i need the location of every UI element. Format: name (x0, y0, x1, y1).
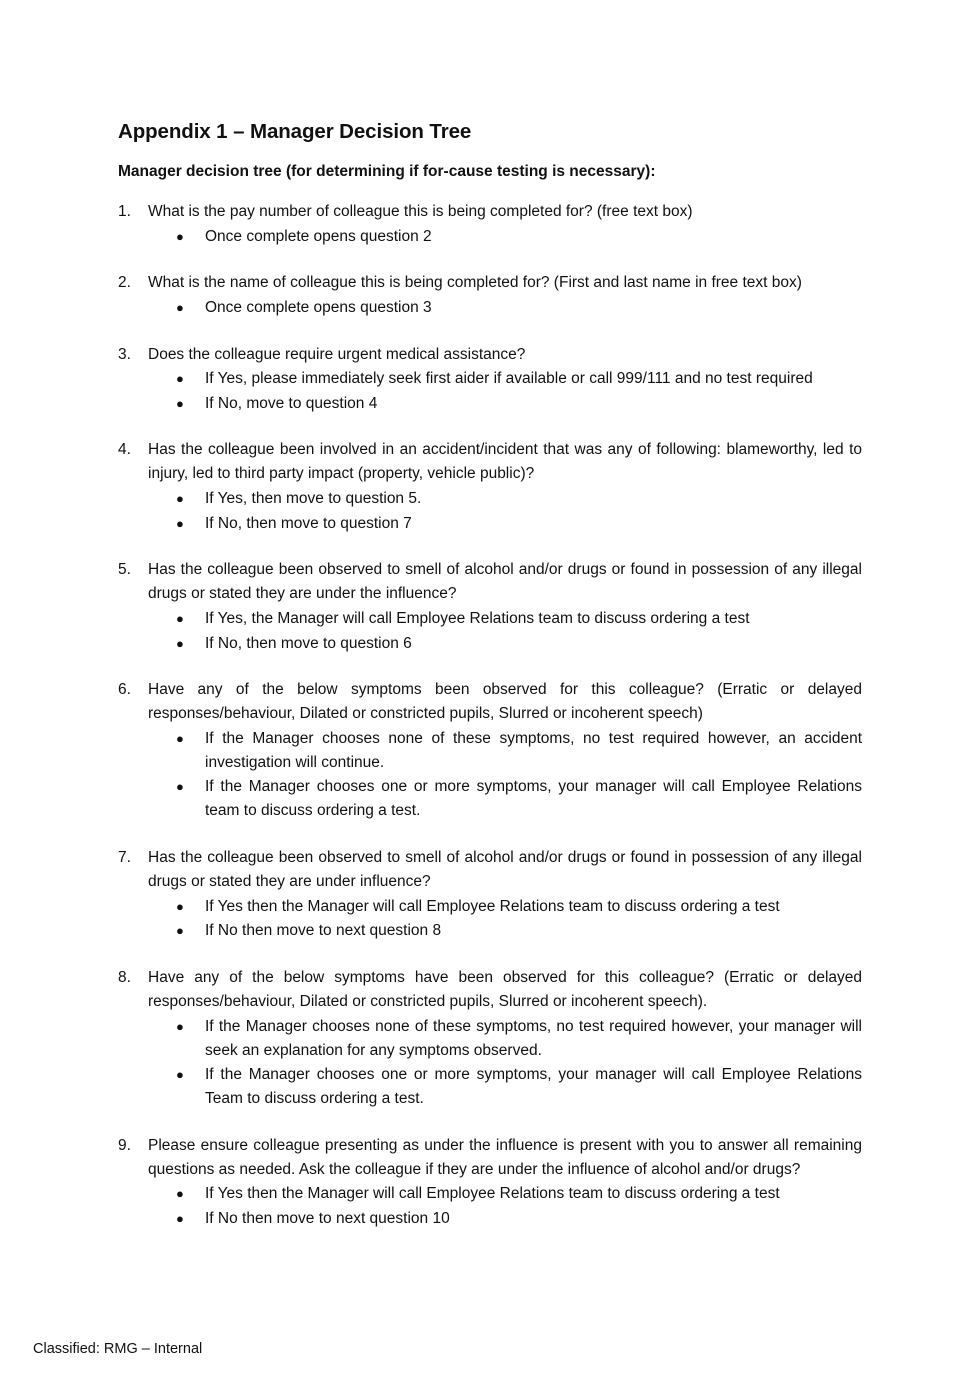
answer-text: If the Manager chooses none of these symptoms, no test required however, an accident investigation will continue. (205, 729, 862, 771)
bullet-icon: ● (176, 515, 184, 531)
bullet-icon: ● (176, 491, 184, 507)
answer-item (148, 487, 862, 511)
answer-list (118, 367, 862, 416)
page-title: Appendix 1 – Manager Decision Tree (118, 120, 472, 143)
bullet-icon: ● (176, 299, 184, 315)
question-row (118, 271, 862, 295)
answer-text: Once complete opens question 3 (205, 298, 432, 316)
question-list (118, 200, 862, 1231)
answer-text: If No then move to next question 10 (205, 1210, 450, 1227)
answer-item (148, 392, 862, 416)
question-item (118, 343, 862, 416)
question-text: Has the colleague been observed to smell of alcohol and/or drugs or found in possession of any illegal drugs or stated they are under influence? (148, 849, 862, 891)
answer-text: If No, move to question 4 (205, 394, 378, 412)
question-row (118, 438, 862, 486)
question-number: 6. (118, 681, 131, 699)
question-item (118, 558, 862, 655)
answer-text: If Yes then the Manager will call Employee Relations team to discuss ordering a test (205, 897, 780, 915)
answer-text: If No, then move to question 7 (205, 514, 412, 532)
answer-text: If Yes, then move to question 5. (205, 490, 422, 508)
bullet-icon: ● (176, 371, 184, 387)
answer-item (148, 296, 862, 320)
answer-item (148, 1015, 862, 1063)
question-text: Please ensure colleague presenting as under the influence is present with you to answer all remaining questions as needed. Ask the colleague if they are under the influence of alcohol and/or drugs? (148, 1136, 862, 1178)
bullet-icon: ● (176, 635, 184, 651)
question-item (118, 846, 862, 943)
question-text: Have any of the below symptoms have been observed for this colleague? (Erratic or delayed responses/behaviour, Dilated or constricted pupils, Slurred or incoherent speech). (148, 968, 862, 1010)
bullet-icon: ● (176, 779, 184, 795)
answer-item (148, 225, 862, 249)
bullet-icon: ● (176, 1018, 184, 1034)
answer-text: If No, then move to question 6 (205, 634, 412, 652)
question-number: 7. (118, 849, 131, 867)
question-item (118, 200, 862, 249)
question-text: What is the name of colleague this is being completed for? (First and last name in free text box) (148, 274, 802, 292)
question-number: 5. (118, 561, 131, 579)
answer-text: If the Manager chooses one or more symptoms, your manager will call Employee Relations Team to discuss ordering a test. (205, 1066, 862, 1108)
question-number: 4. (118, 441, 131, 459)
question-number: 8. (118, 968, 131, 986)
question-item (118, 1134, 862, 1231)
answer-item (148, 1182, 862, 1206)
question-row (118, 846, 862, 894)
answer-list (118, 487, 862, 536)
question-text: What is the pay number of colleague this is being completed for? (free text box) (148, 203, 693, 220)
answer-item (148, 1207, 862, 1231)
question-item (118, 678, 862, 823)
answer-list (118, 296, 862, 320)
question-number: 2. (118, 274, 131, 292)
question-item (118, 966, 862, 1111)
answer-item (148, 895, 862, 919)
question-row (118, 343, 862, 367)
bullet-icon: ● (176, 898, 184, 914)
answer-text: If Yes, the Manager will call Employee Relations team to discuss ordering a test (205, 609, 750, 627)
bullet-icon: ● (176, 395, 184, 411)
answer-text: If No then move to next question 8 (205, 922, 442, 940)
answer-item (148, 367, 862, 391)
answer-text: If Yes, please immediately seek first aider if available or call 999/111 and no test required (205, 370, 813, 388)
answer-text: If the Manager chooses one or more symptoms, your manager will call Employee Relations team to discuss ordering a test. (205, 778, 862, 820)
answer-item (148, 775, 862, 823)
document-content (118, 118, 862, 1231)
question-text: Has the colleague been involved in an accident/incident that was any of following: blameworthy, led to injury, led to third party impact (property, vehicle public)? (148, 441, 862, 483)
answer-text: Once complete opens question 2 (205, 227, 432, 245)
answer-item (148, 919, 862, 943)
answer-list (118, 895, 862, 944)
question-number: 3. (118, 345, 131, 363)
answer-list (118, 1182, 862, 1231)
answer-list (118, 1015, 862, 1112)
classification-footer: Classified: RMG – Internal (33, 1341, 203, 1357)
answer-item (148, 512, 862, 536)
question-text: Have any of the below symptoms been observed for this colleague? (Erratic or delayed responses/behaviour, Dilated or constricted pupils, Slurred or incoherent speech) (148, 681, 862, 723)
bullet-icon: ● (176, 610, 184, 626)
bullet-icon: ● (176, 1186, 184, 1202)
question-item (118, 271, 862, 320)
answer-list (118, 607, 862, 656)
answer-item (148, 1063, 862, 1111)
question-row (118, 1134, 862, 1182)
bullet-icon: ● (176, 730, 184, 746)
answer-list (118, 727, 862, 824)
question-row (118, 966, 862, 1014)
question-number: 9. (118, 1136, 131, 1154)
answer-list (118, 225, 862, 249)
question-number: 1. (118, 203, 131, 220)
bullet-icon: ● (176, 923, 184, 939)
question-row (118, 678, 862, 726)
answer-text: If the Manager chooses none of these symptoms, no test required however, your manager will seek an explanation for any symptoms observed. (205, 1017, 862, 1059)
bullet-icon: ● (176, 1211, 184, 1226)
answer-item (148, 727, 862, 775)
question-row (118, 558, 862, 606)
bullet-icon: ● (176, 1067, 184, 1083)
answer-text: If Yes then the Manager will call Employee Relations team to discuss ordering a test (205, 1185, 780, 1203)
answer-item (148, 607, 862, 631)
question-row (118, 200, 862, 224)
bullet-icon: ● (176, 228, 184, 244)
answer-item (148, 632, 862, 656)
question-text: Has the colleague been observed to smell of alcohol and/or drugs or found in possession of any illegal drugs or stated they are under the influence? (148, 561, 862, 603)
page-subtitle: Manager decision tree (for determining if for-cause testing is necessary): (118, 163, 656, 180)
question-item (118, 438, 862, 535)
question-text: Does the colleague require urgent medical assistance? (148, 345, 526, 363)
